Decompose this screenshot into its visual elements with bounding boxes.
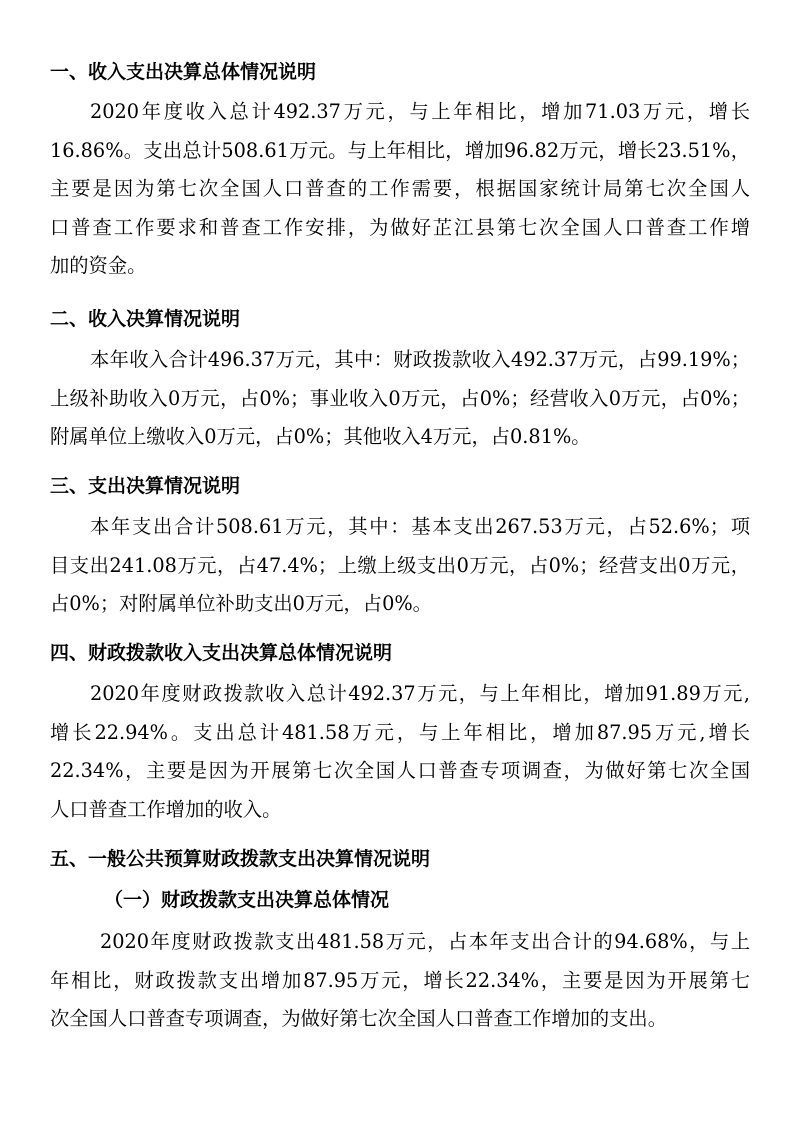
paragraph-line: 16.86%。支出总计508.61万元。与上年相比，增加96.82万元，增长23.51%，: [50, 138, 750, 162]
paragraph-line: 附属单位上缴收入0万元，占0%；其他收入4万元，占0.81%。: [50, 425, 591, 448]
section-2-heading: 二、收入决算情况说明: [50, 308, 241, 330]
paragraph-line: 上级补助收入0万元，占0%；事业收入0万元，占0%；经营收入0万元，占0%；: [50, 386, 750, 410]
section-3-heading: 三、支出决算情况说明: [50, 475, 241, 497]
paragraph-line: 占0%；对附属单位补助支出0万元，占0%。: [50, 592, 432, 615]
paragraph-line: 人口普查工作增加的收入。: [50, 797, 282, 821]
paragraph-line: 次全国人口普查专项调查，为做好第七次全国人口普查工作增加的支出。: [50, 1007, 667, 1030]
paragraph-line: 本年收入合计496.37万元，其中：财政拨款收入492.37万元，占99.19%；: [90, 348, 750, 371]
paragraph-line: 2020年度财政拨款支出481.58万元，占本年支出合计的94.68%，与上: [100, 930, 750, 953]
paragraph-line: 目支出241.08万元，占47.4%；上缴上级支出0万元，占0%；经营支出0万元，: [50, 553, 750, 577]
paragraph-line: 年相比，财政拨款支出增加87.95万元，增长22.34%，主要是因为开展第七: [50, 968, 750, 992]
paragraph-line: 本年支出合计508.61万元，其中：基本支出267.53万元，占52.6%；项: [90, 515, 750, 538]
section-4-paragraph: [50, 675, 750, 829]
paragraph-line: 22.34%，主要是因为开展第七次全国人口普查专项调查，为做好第七次全国: [50, 759, 750, 782]
section-1-paragraph: [50, 93, 750, 286]
section-3-paragraph: [50, 508, 750, 624]
section-5-subheading: （一）财政拨款支出决算总体情况: [104, 889, 390, 911]
section-2-paragraph: [50, 341, 750, 457]
section-1-heading: 一、收入支出决算总体情况说明: [50, 61, 317, 83]
section-4-heading: 四、财政拨款收入支出决算总体情况说明: [50, 642, 393, 664]
section-5-paragraph: [50, 923, 750, 1039]
paragraph-line: 口普查工作要求和普查工作安排，为做好芷江县第七次全国人口普查工作增: [50, 215, 750, 239]
paragraph-line: 2020年度财政拨款收入总计492.37万元，与上年相比，增加91.89万元,: [90, 682, 750, 705]
section-5-heading: 五、一般公共预算财政拨款支出决算情况说明: [50, 848, 431, 870]
paragraph-line: 加的资金。: [50, 254, 147, 277]
paragraph-line: 增长22.94%。支出总计481.58万元，与上年相比，增加87.95万元,增长: [50, 720, 750, 744]
paragraph-line: 主要是因为第七次全国人口普查的工作需要，根据国家统计局第七次全国人: [50, 177, 750, 200]
paragraph-line: 2020年度收入总计492.37万元，与上年相比，增加71.03万元，增长: [90, 100, 750, 123]
